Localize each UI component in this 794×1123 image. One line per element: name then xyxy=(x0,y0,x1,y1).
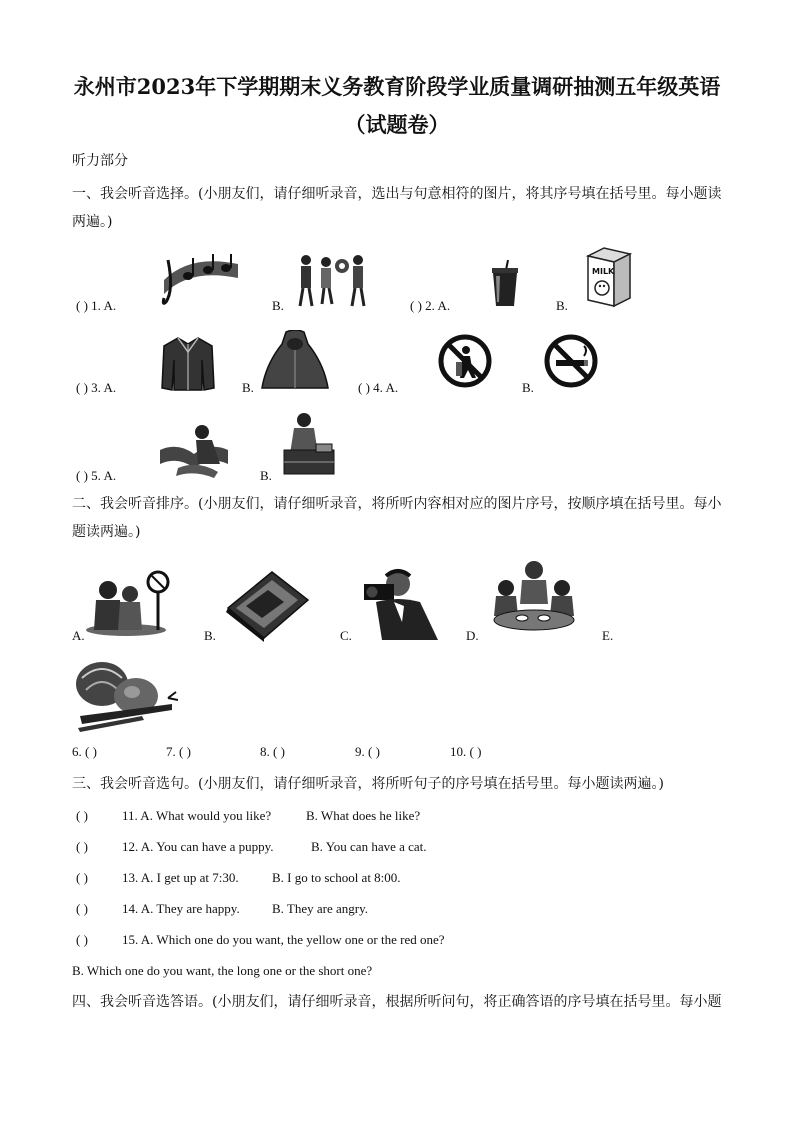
picture-a-letter: A. xyxy=(72,628,85,643)
music-notes-picture xyxy=(160,250,242,308)
question-12-option-b: B. You can have a cat. xyxy=(311,839,427,854)
section2-heading: 二、我会听音排序。(小朋友们，请仔细听录音，将所听内容相对应的图片序号，按顺序填在括号里。每小题读两遍。) xyxy=(72,496,722,540)
question-13-option-a: 13. A. I get up at 7:30. xyxy=(122,870,239,885)
milk-carton-picture xyxy=(580,246,638,308)
question-4-label: ( ) 4. A. xyxy=(358,380,399,395)
section3-heading: 三、我会听音选句。(小朋友们，请仔细听录音，将所听句子的序号填在括号里。每小题读两遍。) xyxy=(72,776,664,792)
question-14-paren: ( ) xyxy=(76,901,88,916)
photographer-picture xyxy=(358,566,440,640)
question-4-option-b: B. xyxy=(522,380,534,395)
girl-reading-picture xyxy=(158,420,230,480)
question-13-option-b: B. I go to school at 8:00. xyxy=(272,870,401,885)
question-14-option-a: 14. A. They are happy. xyxy=(122,901,240,916)
people-dancing-picture xyxy=(294,252,374,308)
blank-10: 10. ( ) xyxy=(450,744,482,759)
question-3-option-b: B. xyxy=(242,380,254,395)
question-11-paren: ( ) xyxy=(76,808,88,823)
milk-label: MILK xyxy=(592,267,615,276)
no-climbing-sign-picture xyxy=(438,334,492,388)
picture-b-letter: B. xyxy=(204,628,216,643)
family-dinner-picture xyxy=(488,558,580,636)
photo-album-picture xyxy=(224,570,310,642)
picture-c-letter: C. xyxy=(340,628,352,643)
question-13-paren: ( ) xyxy=(76,870,88,885)
question-14-option-b: B. They are angry. xyxy=(272,901,369,916)
question-5-option-b: B. xyxy=(260,468,272,483)
question-5-label: ( ) 5. A. xyxy=(76,468,117,483)
question-15-option-a: 15. A. Which one do you want, the yellow one or the red one? xyxy=(122,932,445,947)
no-smoking-sign-picture xyxy=(544,334,598,388)
page-title: 永州市2023年下学期期末义务教育阶段学业质量调研抽测五年级英语（试题卷） xyxy=(73,74,721,137)
question-11-option-b: B. What does he like? xyxy=(306,808,421,823)
question-15-paren: ( ) xyxy=(76,932,88,947)
section4-heading: 四、我会听音选答语。(小朋友们，请仔细听录音，根据所听问句，将正确答语的序号填在括号里。每小题 xyxy=(72,994,722,1010)
question-12-paren: ( ) xyxy=(76,839,88,854)
question-15-option-b: B. Which one do you want, the long one or the short one? xyxy=(72,963,373,978)
section1-heading: 一、我会听音选择。(小朋友们，请仔细听录音，选出与句意相符的图片，将其序号填在括号里。每小题读两遍。) xyxy=(72,186,722,230)
vegetables-picture xyxy=(72,654,178,732)
picture-d-letter: D. xyxy=(466,628,479,643)
question-3-label: ( ) 3. A. xyxy=(76,380,117,395)
girl-cooking-picture xyxy=(280,410,338,476)
question-1-option-b: B. xyxy=(272,298,284,313)
blank-9: 9. ( ) xyxy=(355,744,380,759)
question-11-option-a: 11. A. What would you like? xyxy=(122,808,272,823)
blank-7: 7. ( ) xyxy=(166,744,191,759)
question-2-option-b: B. xyxy=(556,298,568,313)
picture-e-letter: E. xyxy=(602,628,614,643)
listening-part-label: 听力部分 xyxy=(72,153,128,169)
question-2-label: ( ) 2. A. xyxy=(410,298,451,313)
raincoat-picture xyxy=(260,330,330,392)
question-1-label: ( ) 1. A. xyxy=(76,298,117,313)
blank-6: 6. ( ) xyxy=(72,744,97,759)
cup-drink-picture xyxy=(490,260,520,308)
jacket-picture xyxy=(160,334,216,392)
kids-at-sign-picture xyxy=(86,570,182,638)
question-12-option-a: 12. A. You can have a puppy. xyxy=(122,839,274,854)
blank-8: 8. ( ) xyxy=(260,744,285,759)
